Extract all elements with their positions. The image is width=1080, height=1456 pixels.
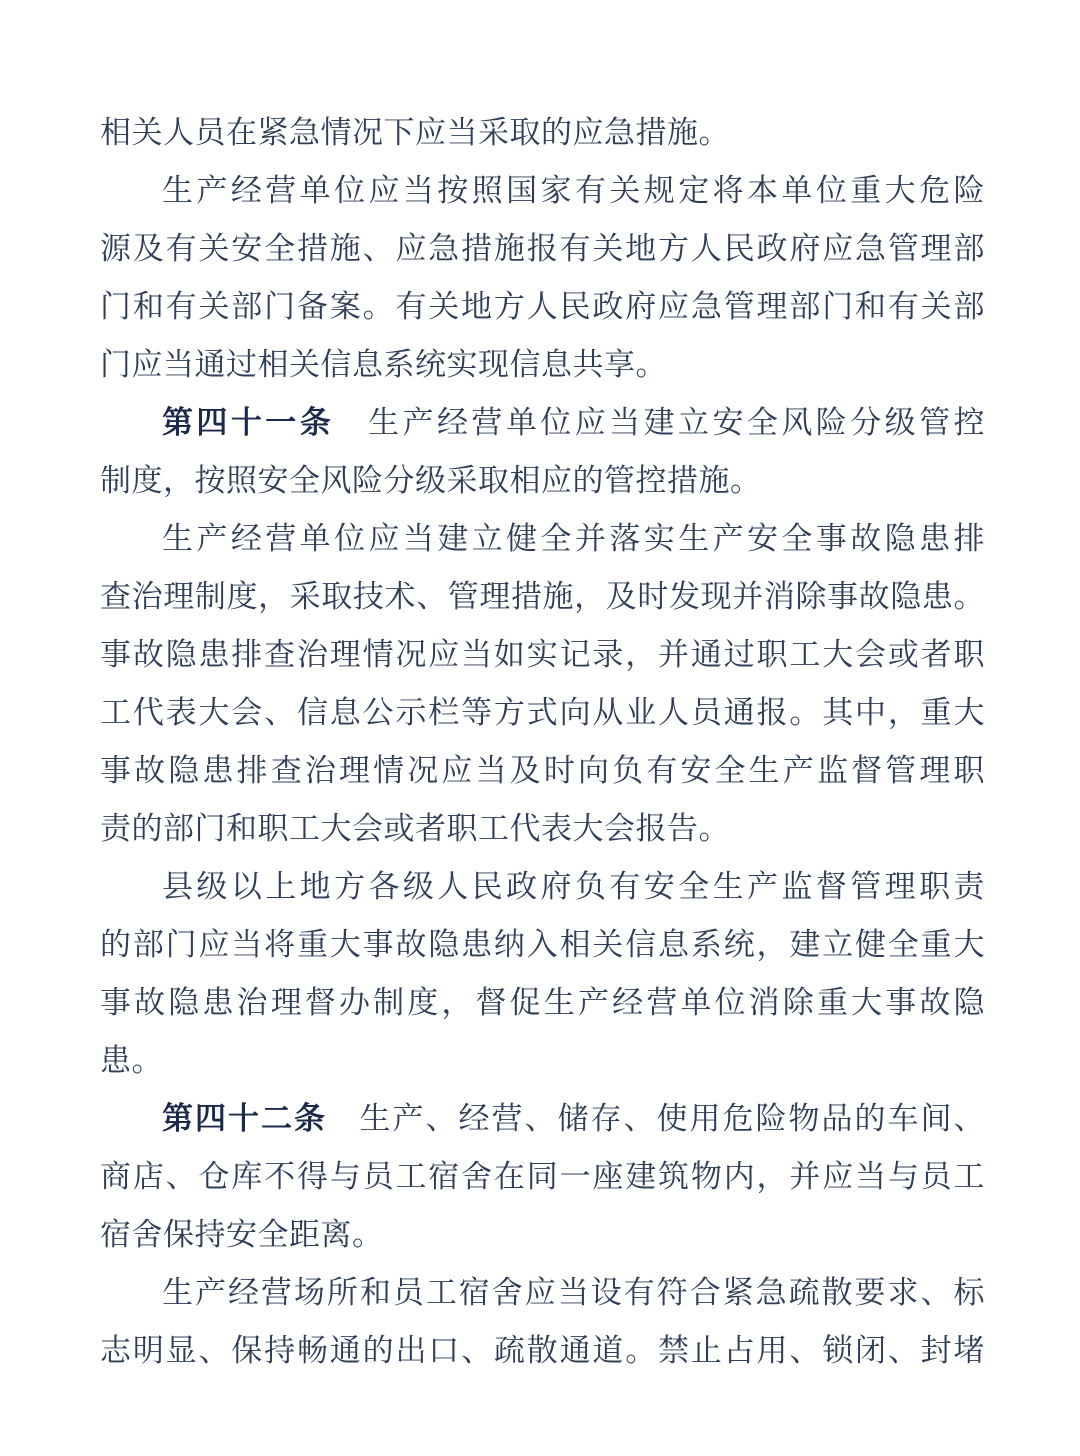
text-line: 查治理制度，采取技术、管理措施，及时发现并消除事故隐患。: [100, 579, 985, 614]
text-line: 源及有关安全措施、应急措施报有关地方人民政府应急管理部: [100, 231, 985, 266]
text-line: 志明显、保持畅通的出口、疏散通道。禁止占用、锁闭、封堵: [100, 1333, 985, 1368]
text-line: [100, 1090, 985, 1148]
text-line: 生产经营单位应当建立健全并落实生产安全事故隐患排: [162, 521, 985, 556]
heading-gap: [334, 432, 365, 433]
text-line: 生产经营场所和员工宿舍应当设有符合紧急疏散要求、标: [162, 1275, 985, 1310]
text-line: 患。: [100, 1043, 163, 1078]
article-42-first-line-text: 生产、经营、储存、使用危险物品的车间、: [358, 1101, 985, 1136]
text-line: 生产经营单位应当按照国家有关规定将本单位重大危险: [162, 173, 985, 208]
text-line: 事故隐患排查治理情况应当如实记录，并通过职工大会或者职: [100, 637, 985, 672]
text-line: 门和有关部门备案。有关地方人民政府应急管理部门和有关部: [100, 289, 985, 324]
legal-text-block: [100, 104, 985, 1380]
text-line: 的部门应当将重大事故隐患纳入相关信息系统，建立健全重大: [100, 927, 985, 962]
text-line: 责的部门和职工大会或者职工代表大会报告。: [100, 811, 730, 846]
heading-gap: [327, 1128, 358, 1129]
article-42-number: 第四十二条: [162, 1101, 327, 1136]
text-line: 事故隐患治理督办制度，督促生产经营单位消除重大事故隐: [100, 985, 985, 1020]
text-line: 宿舍保持安全距离。: [100, 1217, 384, 1252]
article-41-first-line-text: 生产经营单位应当建立安全风险分级管控: [365, 405, 986, 440]
text-line: 县级以上地方各级人民政府负有安全生产监督管理职责: [162, 869, 985, 904]
text-line: 门应当通过相关信息系统实现信息共享。: [100, 347, 667, 382]
text-line: 事故隐患排查治理情况应当及时向负有安全生产监督管理职: [100, 753, 985, 788]
text-line: [100, 394, 985, 452]
text-line: 商店、仓库不得与员工宿舍在同一座建筑物内，并应当与员工: [100, 1159, 985, 1194]
text-line: 工代表大会、信息公示栏等方式向从业人员通报。其中，重大: [100, 695, 985, 730]
text-line: 相关人员在紧急情况下应当采取的应急措施。: [100, 115, 730, 150]
article-41-number: 第四十一条: [162, 405, 335, 440]
text-line: 制度，按照安全风险分级采取相应的管控措施。: [100, 463, 762, 498]
